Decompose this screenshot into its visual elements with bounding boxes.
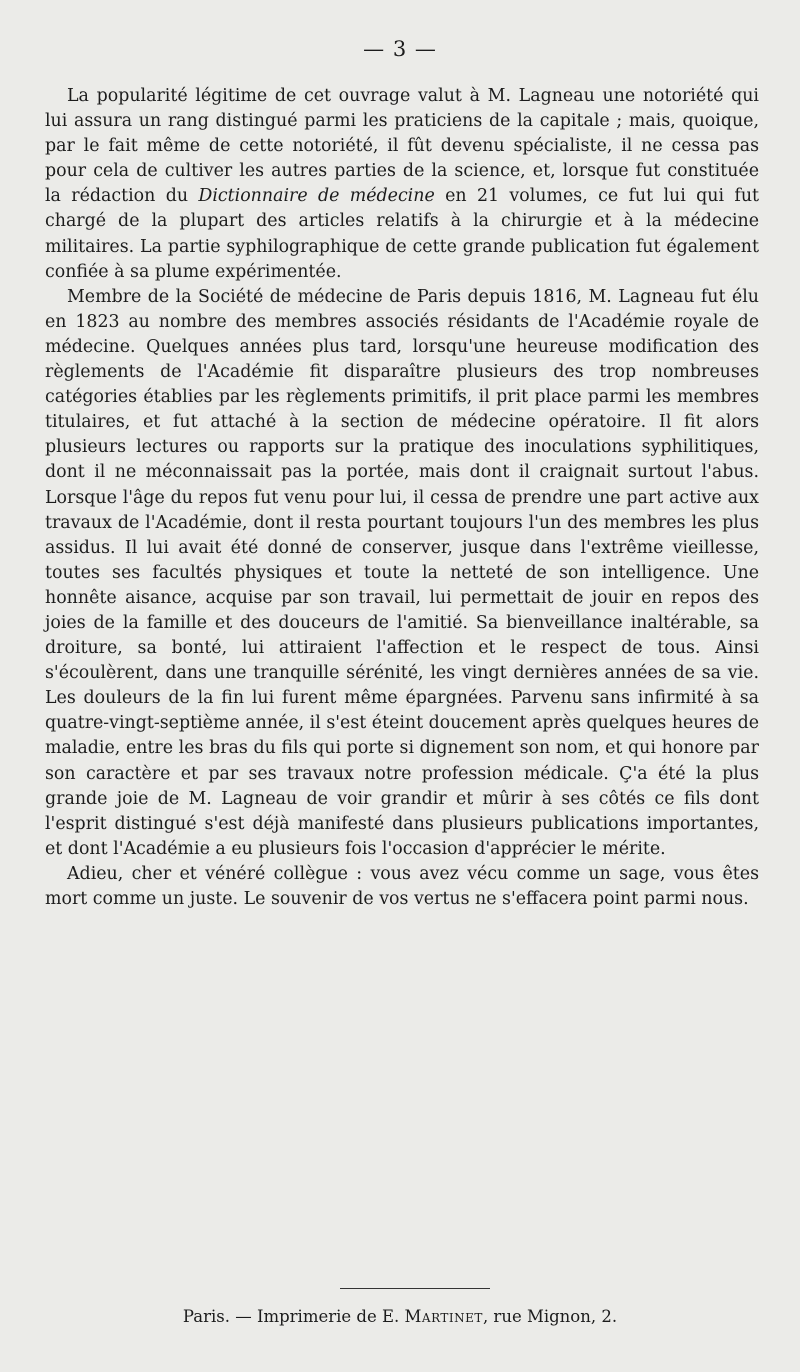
printer-imprint bbox=[0, 1306, 800, 1328]
dictionary-title: Dictionnaire de médecine bbox=[198, 186, 435, 207]
paragraph-2: Membre de la Société de médecine de Paris depuis 1816, M. Lagneau fut élu en 1823 au nombre des membres associés résidants de l'Académie royale de médecine. Quelques années plus tard, lorsqu'une heureuse modification des règlements de l'Académie fit disparaître plusieurs des trop nombreuses catégories établies par les règlements primitifs, il prit place parmi les membres titulaires, et fut attaché à la section de médecine opératoire. Il fit alors plusieurs lectures ou rapports sur la pratique des inoculations syphilitiques, dont il ne méconnaissait pas la portée, mais dont il craignait surtout l'abus. Lorsque l'âge du repos fut venu pour lui, il cessa de prendre une part active aux travaux de l'Académie, dont il resta pourtant toujours l'un des membres les plus assidus. Il lui avait été donné de conserver, jusque dans l'extrême vieillesse, toutes ses facultés physiques et toute la netteté de son intelligence. Une honnête aisance, acquise par son travail, lui permettait de jouir en repos des joies de la famille et des douceurs de l'amitié. Sa bienveillance inaltérable, sa droiture, sa bonté, lui attiraient l'affection et le respect de tous. Ainsi s'écoulèrent, dans une tranquille sérénité, les vingt dernières années de sa vie. Les douleurs de la fin lui furent même épargnées. Parvenu sans infirmité à sa quatre-vingt-septième année, il s'est éteint doucement après quelques heures de maladie, entre les bras du fils qui porte si dignement son nom, et qui honore par son caractère et par ses travaux notre profession médicale. Ç'a été la plus grande joie de M. Lagneau de voir grandir et mûrir à ses côtés ce fils dont l'esprit distingué s'est déjà manifesté dans plusieurs publications importantes, et dont l'Académie a eu plusieurs fois l'occasion d'apprécier le mérite. bbox=[45, 286, 759, 859]
footer-rule bbox=[340, 1288, 490, 1289]
body-text bbox=[45, 84, 759, 912]
imprint-prefix: Paris. — Imprimerie de E. bbox=[182, 1307, 405, 1326]
paragraph-1-text-a: La popularité légitime de cet ouvrage valut à M. Lagneau une notoriété qui lui assura un rang distingué parmi les praticiens de la capitale ; mais, quoique, par le fait même de cette notoriété, il fût devenu spécialiste, il ne cessa pas pour cela de cultiver les autres parties de la science, et, lorsque fut constituée la rédaction du bbox=[45, 86, 759, 207]
imprint-suffix: , rue Mignon, 2. bbox=[482, 1307, 618, 1326]
paragraph-3: Adieu, cher et vénéré collègue : vous avez vécu comme un sage, vous êtes mort comme un juste. Le souvenir de vos vertus ne s'effacera point parmi nous. bbox=[45, 863, 759, 909]
imprint-printer-name: Martinet bbox=[404, 1307, 483, 1326]
paragraph-1 bbox=[45, 84, 759, 285]
paragraph-1-text-b: en 21 volumes, ce fut lui qui fut chargé de la plupart des articles relatifs à la chirurgie et à la médecine militaires. La partie syphilographique de cette grande publication fut également confiée à sa plume expérimentée. bbox=[45, 186, 760, 282]
page-number: — 3 — bbox=[363, 37, 437, 61]
